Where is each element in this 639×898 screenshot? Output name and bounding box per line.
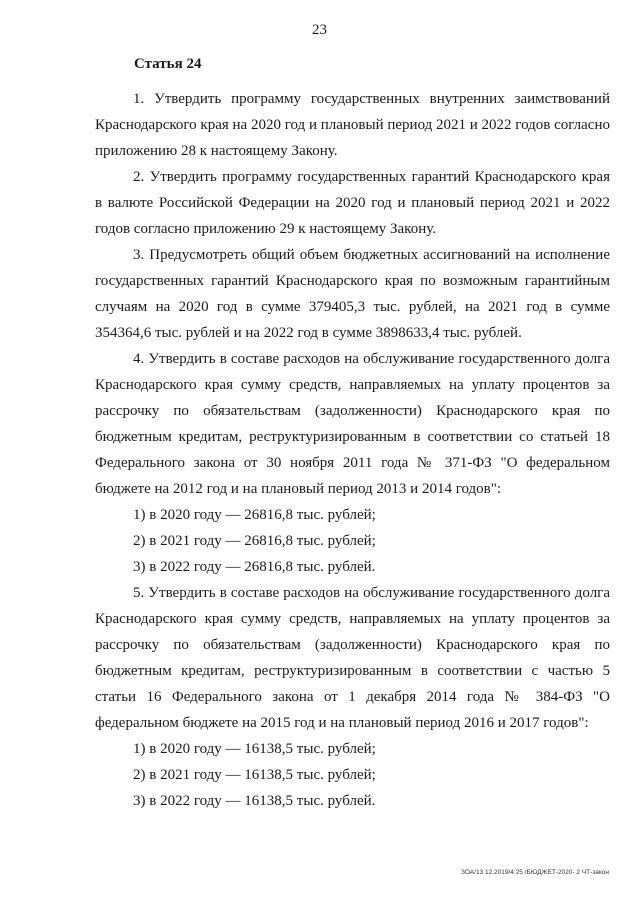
paragraph-5-item-2: 2) в 2021 году — 16138,5 тыс. рублей; [133,767,376,783]
paragraph-5-item-1: 1) в 2020 году — 16138,5 тыс. рублей; [133,741,376,757]
paragraph-4-item-3: 3) в 2022 году — 26816,8 тыс. рублей. [133,559,376,575]
paragraph-5: 5. Утвердить в составе расходов на обслуживание государственного долга Краснодарского края сумму средств, направляемых на уплату процентов за рассрочку по обязательствам (задолженности) Краснодарского края по бюджетным кредитам, реструктуризированным в соответствии с частью 5 статьи 16 Федерального закона от 1 декабря 2014 года № 384-ФЗ "О федеральном бюджете на 2015 год и на плановый период 2016 и 2017 годов": [95,585,610,731]
paragraph-4-item-2: 2) в 2021 году — 26816,8 тыс. рублей; [133,533,376,549]
article-heading: Статья 24 [134,56,202,72]
paragraph-3: 3. Предусмотреть общий объем бюджетных ассигнований на исполнение государственных гарантий Краснодарского края по возможным гарантийным случаям на 2020 год в сумме 379405,3 тыс. рублей, на 2021 год в сумме 354364,6 тыс. рублей и на 2022 год в сумме 3898633,4 тыс. рублей. [95,247,610,341]
paragraph-4-item-1: 1) в 2020 году — 26816,8 тыс. рублей; [133,507,376,523]
paragraph-5-item-3: 3) в 2022 году — 16138,5 тыс. рублей. [133,793,376,809]
page-number: 23 [312,22,327,38]
document-footer: ЗОА/13.12.2019/4:25 /БЮДЖЕТ-2020- 2 ЧТ-закон [461,869,609,876]
paragraph-4: 4. Утвердить в составе расходов на обслуживание государственного долга Краснодарского края сумму средств, направляемых на уплату процентов за рассрочку по обязательствам (задолженности) Краснодарского края по бюджетным кредитам, реструктуризированным в соответствии со статьей 18 Федерального закона от 30 ноября 2011 года № 371-ФЗ "О федеральном бюджете на 2012 год и на плановый период 2013 и 2014 годов": [95,351,610,497]
paragraph-1: 1. Утвердить программу государственных внутренних заимствований Краснодарского края на 2020 год и плановый период 2021 и 2022 годов согласно приложению 28 к настоящему Закону. [95,91,610,159]
paragraph-2: 2. Утвердить программу государственных гарантий Краснодарского края в валюте Российской Федерации на 2020 год и плановый период 2021 и 2022 годов согласно приложению 29 к настоящему Закону. [95,169,610,237]
article-body [95,86,610,814]
